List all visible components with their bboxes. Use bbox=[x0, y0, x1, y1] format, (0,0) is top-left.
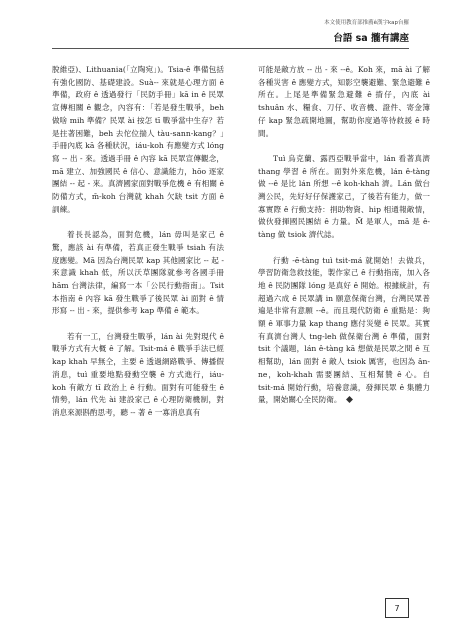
paragraph: 着長長認為，面對危機，lán 毋叫是家己 ê 驚，應該 ài 有準備，若真正發生戰爭 tsiah 有法度應變。Mā 因為台灣民眾 kap 其他國家比 -- 起 - 來意識 khah 低，所以沃草團隊就參考各國手冊 hām 台灣法律，編寫一本「公民行動指南」。Tsit 本指南 ê 內容 kā 發生戰爭了後民眾 ài 面對 ê 情形寫 -- 出 - 來，提供參考 kap 準備 ê 範本。 bbox=[52, 230, 224, 316]
article-column-right bbox=[258, 64, 430, 407]
paragraph: 若有一工，台灣發生戰爭，lán ài 先對現代 ê 戰爭方式有大概 ê 了解。Tsit-má ê 戰爭手法已經 kap khah 早無仝，主要 ê 透過網路戰爭、傳播假消息，tuì 重要地點發動空襲 ê 方式進行，iáu-koh 有敵方 tī 政治上 ê 行動。面對有可能發生 ê 情勢，lán 代先 ài 建設家己 ê 心理防衛機制，對消息來源斟酌思考，聽 -- 著 ê 一寡消息真有 bbox=[52, 331, 224, 417]
end-mark-icon bbox=[346, 396, 353, 403]
paragraph bbox=[258, 255, 430, 407]
header-divider bbox=[52, 48, 409, 49]
header-note: 本文使用教育部推薦ê漢字kap台羅 bbox=[324, 20, 409, 26]
paragraph: 可能是敵方放 -- 出 - 來 --ê。Koh 來，mā ài 了解各種災害 ê 應變方式，知影空襲避難、緊急避難 ê 所在。上尾是準備緊急避難 ê 揹仔，內底 ài tshuân 水、糧食、刀仔、收音機、證件、寄金簿仔 kap 緊急疏開地圖，幫助你度過等待救援 ê 時間。 bbox=[258, 65, 430, 138]
paragraph: 脫維亞)、Lithuania(「立陶宛」)。Tsia-ê 準備包括有強化國防、基礎建設。Suà-- 來就是心理方面 ê 準備，政府 ê 透過發行「民防手冊」kā in ê 民眾宣傳相關 ê 觀念，內容有：「若是發生戰爭，beh 做啥 mih 準備？民眾 ài 按怎 tī 戰爭當中生存？若是拄著困難，beh 去佗位揣人 tàu-sann-kang？」手冊內底 kā 各種狀況，iáu-koh 有應變方式 lóng 寫 -- 出 - 來。透過手冊 ê 內容 kā 民眾宣傳觀念，mā 建立、加強國民 ê 信心、意識能力，hōo 逐家團結 -- 起 - 來。真濟國家面對戰爭危機 ê 有相關 ê 防備方式，m̄-koh 台灣就 khah 欠缺 tsit 方面 ê 訓練。 bbox=[52, 65, 224, 214]
header-title: 台語 sa 攏有講座 bbox=[333, 33, 409, 44]
paragraph-text: 行動 -ē-tàng tuì tsit-má 就開始！去做兵，學習防衛急救技能，製作家己 ê 行動指南，加入各地 ê 民防團隊 lóng 是真好 ê 開始。根據統計，有超過六成 ê 民眾講 in 願意保衛台灣，台灣民眾普遍是非常有意願 --ê。而且現代防衛 ê 重點是：夠額 ê 軍事力量 kap thang 應付災變 ê 民眾。其實有真濟台灣人 tng-leh 做保衛台灣 ê 準備，面對 tsit 个議題，lán ê-tàng kā 想做是民眾之間 ê 互相幫助，lán 面對 ê 敵人 tsiok 厲害，也因為 ân-ne，koh-khah 需要團結、互相幫贊 ê 心。自 tsit-má 開始行動，培養意識，發揮民眾 ê 集體力量，開始關心全民防衛。 bbox=[258, 255, 430, 405]
paragraph: Tuì 烏克蘭、露西亞戰爭當中，lán 看著真濟 thang 學習 ê 所在。面對外來危機，lán ê-tàng 做 --ê 是比 lán 所想 --ê koh-khah 濟。Lán 做台灣公民，先好好仔保護家己，了後若有能力，做一寡實際 ê 行動支持：捐助物資、hip 相通報敵情，做伙發揮國民團結 ê 力量。M̄ 是軍人，mā 是 ê-tàng 做 tsiok 濟代誌。 bbox=[258, 153, 430, 240]
page-number: 7 bbox=[385, 598, 409, 618]
article-column-left bbox=[52, 64, 224, 420]
